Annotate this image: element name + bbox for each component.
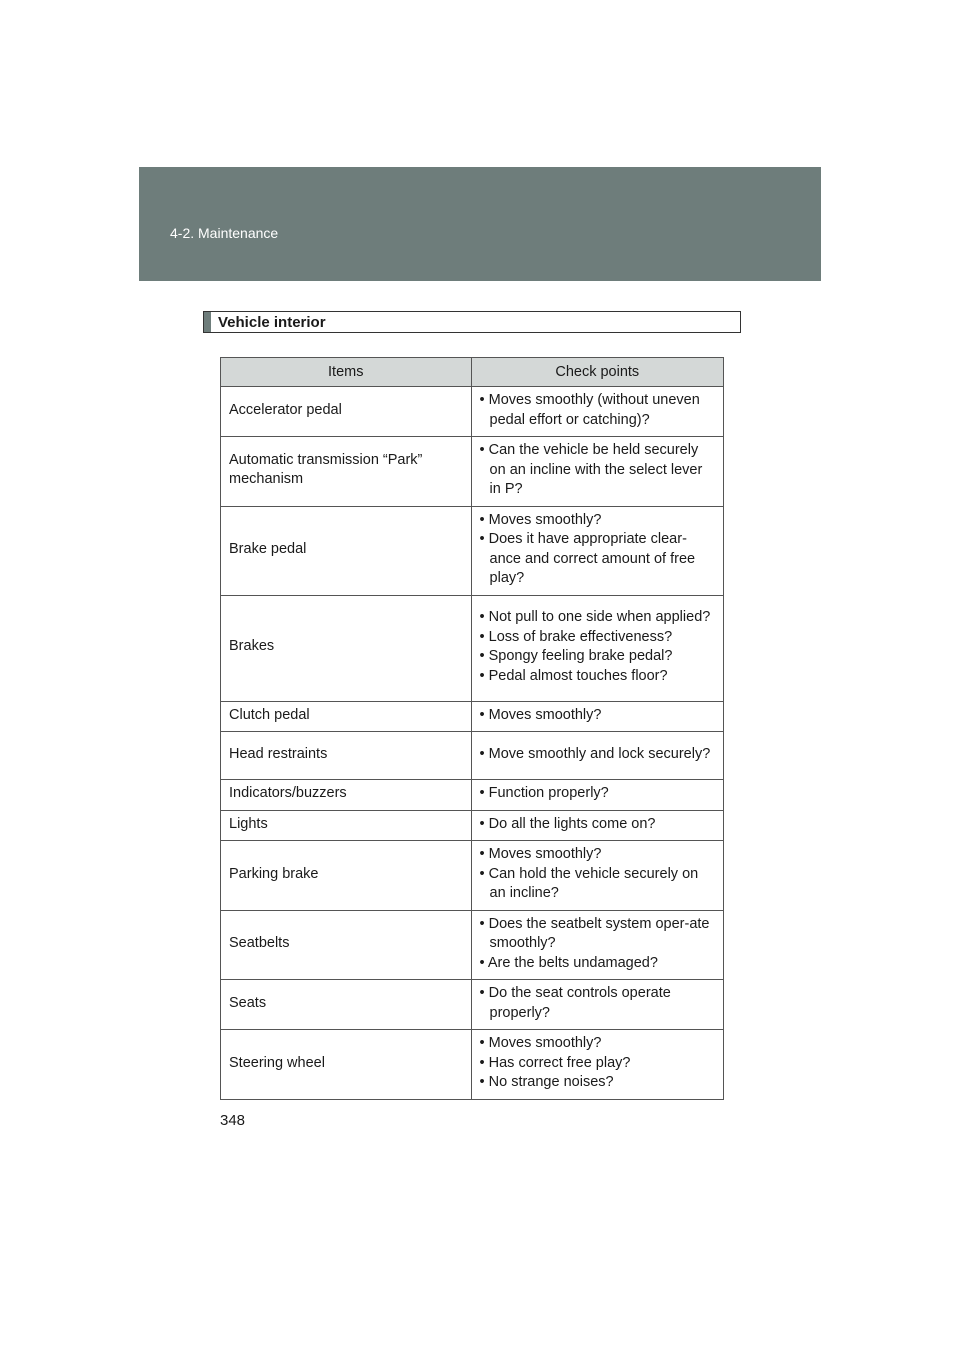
table-row [221,387,724,437]
table-row [221,506,724,595]
item-cell: Lights [221,810,472,841]
check-point: • Does it have appropriate clear-ance and correct amount of free play? [479,531,696,586]
check-points-cell [471,506,723,595]
column-header-check-points: Check points [471,358,723,387]
check-point: • Pedal almost touches floor? [479,667,668,684]
check-point: • Do the seat controls operate properly? [479,985,671,1021]
section-title: Vehicle interior [218,314,326,331]
check-point: • Do all the lights come on? [479,815,656,832]
table-row [221,701,724,732]
check-points-cell [471,841,723,911]
check-points-cell [471,980,723,1030]
check-point: • Are the belts undamaged? [479,954,658,971]
item-cell: Head restraints [221,732,472,780]
check-point: • Moves smoothly? [479,511,602,528]
table-row [221,1030,724,1100]
check-points-cell [471,910,723,980]
item-cell: Brakes [221,595,472,701]
table-header-row [221,358,724,387]
table-row [221,437,724,507]
check-point: • Loss of brake effectiveness? [479,628,673,645]
check-point: • Moves smoothly? [479,846,602,862]
check-point: • Function properly? [479,785,609,801]
item-cell: Clutch pedal [221,701,472,732]
check-table [220,357,724,1100]
item-cell: Automatic transmission “Park” mechanism [221,437,472,507]
item-cell: Brake pedal [221,506,472,595]
chapter-section-label: 4-2. Maintenance [170,225,279,241]
check-point: • No strange noises? [479,1074,614,1090]
item-cell: Accelerator pedal [221,387,472,437]
check-point: • Has correct free play? [479,1054,631,1071]
check-points-cell [471,595,723,701]
check-points-cell [471,437,723,507]
check-point: • Moves smoothly (without uneven pedal effort or catching)? [479,392,700,428]
item-cell: Steering wheel [221,1030,472,1100]
check-points-cell [471,701,723,732]
section-title-box [203,311,741,333]
chapter-header [139,167,821,281]
item-cell: Parking brake [221,841,472,911]
table-row [221,980,724,1030]
check-points-cell [471,732,723,780]
table-row [221,841,724,911]
item-cell: Seats [221,980,472,1030]
check-points-cell [471,1030,723,1100]
table-row [221,732,724,780]
check-points-cell [471,780,723,811]
table-row [221,910,724,980]
table-row [221,595,724,701]
check-point: • Can hold the vehicle securely on an incline? [479,865,699,901]
table-row [221,780,724,811]
check-point: • Move smoothly and lock securely? [479,745,711,762]
check-points-cell [471,810,723,841]
page-number: 348 [220,1112,246,1129]
check-point: • Can the vehicle be held securely on an incline with the select lever in P? [479,442,703,497]
check-points-cell [471,387,723,437]
check-point: • Not pull to one side when applied? [479,609,711,625]
item-cell: Indicators/buzzers [221,780,472,811]
check-point: • Moves smoothly? [479,1035,602,1051]
check-point: • Does the seatbelt system oper-ate smoothly? [479,915,710,951]
item-cell: Seatbelts [221,910,472,980]
check-point: • Spongy feeling brake pedal? [479,648,673,664]
table-row [221,810,724,841]
section-title-accent [204,312,211,332]
column-header-items: Items [221,358,472,387]
check-point: • Moves smoothly? [479,706,602,723]
